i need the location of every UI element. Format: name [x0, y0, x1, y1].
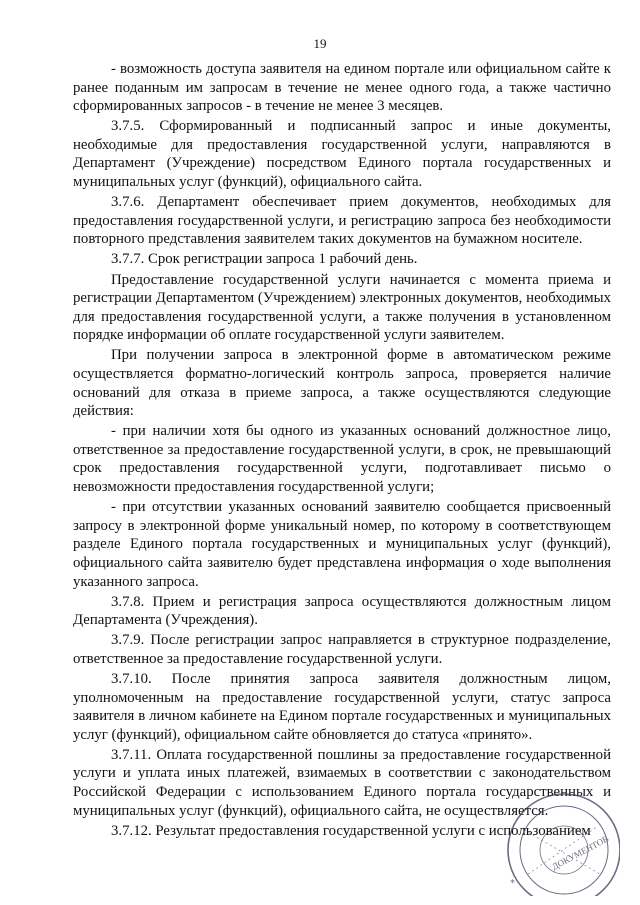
- paragraph-3-7-10: 3.7.10. После принятия запроса заявителя должностным лицом, уполномоченным на предоставление государственной услуги, статус запроса заявителя в личном кабинете на Едином портале государственных и муниципальных услуг (функций), официальном сайте обновляется до статуса «принято».: [73, 671, 611, 743]
- paragraph-unique-number: - при отсутствии указанных оснований заявителю сообщается присвоенный запросу в электронной форме уникальный номер, по которому в соответствующем разделе Единого портала государственных и муниципальных услуг (функций), официального сайта заявителю будет представлена информация о ходе выполнения указанного запроса.: [73, 499, 611, 590]
- page-number: 19: [313, 36, 327, 51]
- stamp-star-icon: *: [510, 878, 515, 889]
- paragraph-service-start: Предоставление государственной услуги начинается с момента приема и регистрации Департаментом (Учреждением) электронных документов, необходимых для предоставления государственной услуги, а также получения в установленном порядке информации об оплате государственной услуги заявителем.: [73, 271, 611, 344]
- paragraph-3-7-6: 3.7.6. Департамент обеспечивает прием документов, необходимых для предоставления государственной услуги, и регистрацию запроса без необходимости повторного представления заявителем таких документов на бумажном носителе.: [73, 194, 611, 248]
- paragraph-3-7-9: 3.7.9. После регистрации запрос направляется в структурное подразделение, ответственное за предоставление государственной услуги.: [73, 632, 611, 667]
- stamp-text: ДОКУМЕНТОВ: [550, 833, 611, 872]
- paragraph-3-7-12: 3.7.12. Результат предоставления государственной услуги с использованием: [111, 822, 591, 839]
- paragraph-format-logical-control: При получении запроса в электронной форме в автоматическом режиме осуществляется форматно-логический контроль запроса, проверяется наличие оснований для отказа в приеме запроса, а также осуществляются следующие действия:: [73, 347, 611, 420]
- document-body: [73, 60, 611, 842]
- paragraph-refusal-letter: - при наличии хотя бы одного из указанных оснований должностное лицо, ответственное за предоставление государственной услуги, в срок, не превышающий срок предоставления государственной услуги, подготавливает письмо о невозможности предоставления государственной услуги;: [73, 423, 611, 496]
- paragraph-3-7-11: 3.7.11. Оплата государственной пошлины за предоставление государственной услуги и уплата иных платежей, взимаемых в соответствии с законодательством Российской Федерации с использованием Единого портала государственных и муниципальных услуг (функций), официального сайта, не осуществляется.: [73, 746, 611, 819]
- paragraph-3-7-8: 3.7.8. Прием и регистрация запроса осуществляются должностным лицом Департамента (Учреждения).: [73, 593, 611, 629]
- paragraph-access-period: - возможность доступа заявителя на едином портале или официальном сайте к ранее поданным им запросам в течение не менее одного года, а также частично сформированных запросов - в течение не менее 3 месяцев.: [73, 61, 611, 115]
- paragraph-3-7-7: 3.7.7. Срок регистрации запроса 1 рабочий день.: [111, 251, 418, 268]
- paragraph-3-7-5: 3.7.5. Сформированный и подписанный запрос и иные документы, необходимые для предоставления государственной услуги, направляются в Департамент (Учреждение) посредством Единого портала государственных и муниципальных услуг (функций), официального сайта.: [73, 118, 611, 191]
- official-stamp: [488, 778, 620, 896]
